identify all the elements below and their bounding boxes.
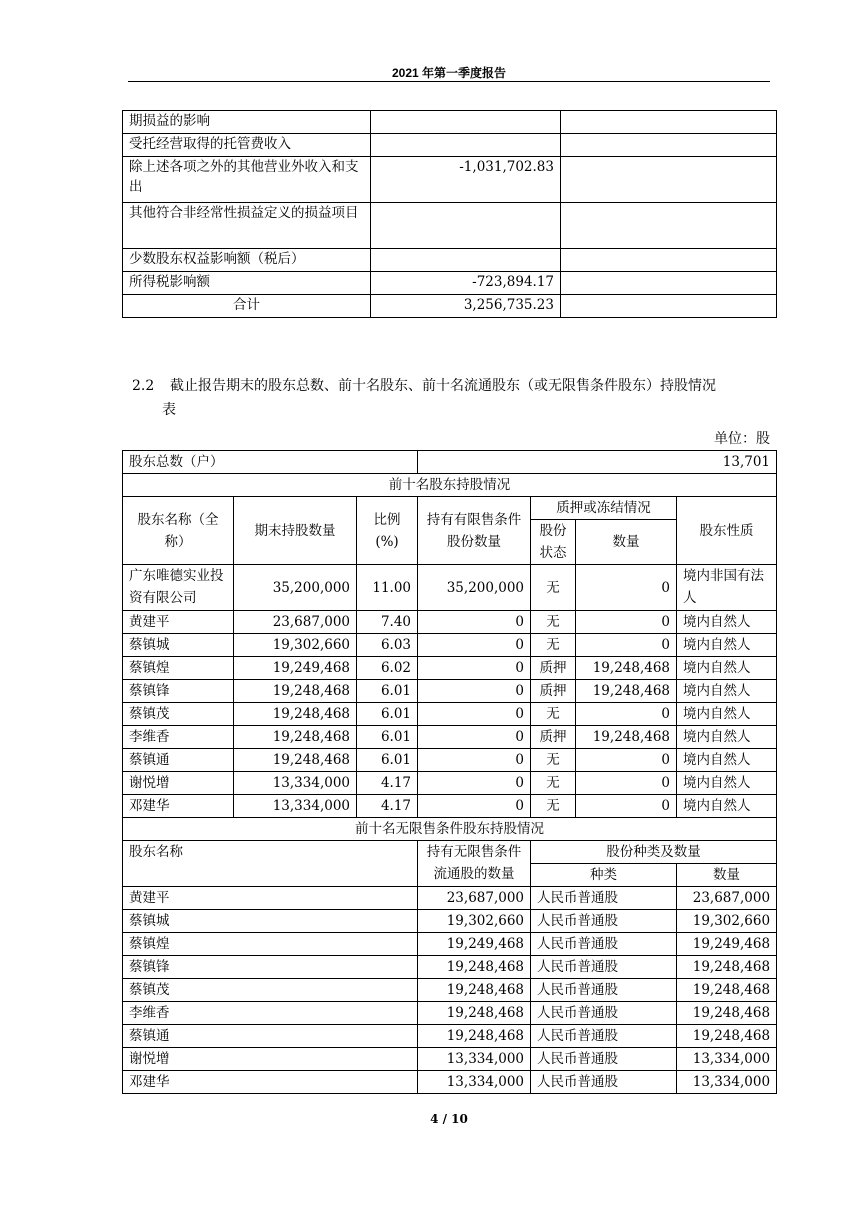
unrestricted-amount: 19,248,468 — [418, 1002, 531, 1025]
pledge-status: 无 — [531, 565, 576, 611]
total-value: 3,256,735.23 — [371, 295, 561, 318]
col-header-ratio: 比例(%) — [357, 497, 418, 565]
pledge-quantity: 19,248,468 — [576, 657, 677, 680]
shareholding-ratio: 6.01 — [357, 749, 418, 772]
restricted-shares: 0 — [418, 611, 531, 634]
section-title-continued: 表 — [162, 402, 176, 418]
share-type: 人民币普通股 — [531, 910, 677, 933]
item-label: 除上述各项之外的其他营业外收入和支出 — [123, 157, 371, 203]
shareholder-name: 蔡镇煌 — [123, 657, 234, 680]
item-label: 其他符合非经常性损益定义的损益项目 — [123, 203, 371, 249]
section-number: 2.2 — [132, 378, 155, 394]
shareholder-nature: 境内自然人 — [677, 772, 777, 795]
unrestricted-amount: 23,687,000 — [418, 887, 531, 910]
shareholder-name: 蔡镇通 — [123, 749, 234, 772]
item-label: 期损益的影响 — [123, 111, 371, 134]
table-row — [123, 134, 777, 157]
shareholder-name: 邓建华 — [123, 1071, 418, 1094]
total-label: 合计 — [123, 295, 371, 318]
shareholder-nature: 境内自然人 — [677, 703, 777, 726]
unrestricted-amount: 19,248,468 — [418, 956, 531, 979]
shareholder-name: 黄建平 — [123, 887, 418, 910]
col-header-restricted: 持有有限售条件股份数量 — [418, 497, 531, 565]
col-header-amount: 期末持股数量 — [234, 497, 357, 565]
share-type: 人民币普通股 — [531, 887, 677, 910]
unrestricted-amount: 19,248,468 — [418, 1025, 531, 1048]
shareholder-name: 黄建平 — [123, 611, 234, 634]
pledge-status: 质押 — [531, 726, 576, 749]
shareholders-table — [122, 450, 777, 1094]
shareholding-ratio: 4.17 — [357, 772, 418, 795]
item-value: -1,031,702.83 — [371, 157, 561, 203]
pledge-quantity: 0 — [576, 772, 677, 795]
pledge-quantity: 0 — [576, 611, 677, 634]
item-label: 少数股东权益影响额（税后） — [123, 249, 371, 272]
shareholder-name: 蔡镇通 — [123, 1025, 418, 1048]
pledge-quantity: 0 — [576, 795, 677, 818]
item-note — [561, 272, 777, 295]
item-note — [561, 157, 777, 203]
shareholder-nature: 境内自然人 — [677, 634, 777, 657]
shareholding-ratio: 6.01 — [357, 680, 418, 703]
shareholder-nature: 境内自然人 — [677, 726, 777, 749]
restricted-shares: 0 — [418, 657, 531, 680]
shareholding-amount: 19,248,468 — [234, 703, 357, 726]
shareholding-ratio: 6.01 — [357, 703, 418, 726]
table-row — [123, 272, 777, 295]
total-note — [561, 295, 777, 318]
header-row — [123, 497, 777, 520]
item-value: -723,894.17 — [371, 272, 561, 295]
restricted-shares: 0 — [418, 772, 531, 795]
shareholder-name: 蔡镇煌 — [123, 933, 418, 956]
shareholding-ratio: 4.17 — [357, 795, 418, 818]
unrestricted-amount: 19,249,468 — [418, 933, 531, 956]
share-type: 人民币普通股 — [531, 933, 677, 956]
table-row — [123, 726, 777, 749]
section-heading — [132, 374, 777, 422]
table-row — [123, 1002, 777, 1025]
pledge-quantity: 0 — [576, 749, 677, 772]
shareholding-ratio: 6.01 — [357, 726, 418, 749]
shareholding-amount: 13,334,000 — [234, 772, 357, 795]
restricted-shares: 0 — [418, 680, 531, 703]
table-row — [123, 203, 777, 249]
table-row — [123, 1048, 777, 1071]
share-quantity: 13,334,000 — [677, 1048, 777, 1071]
pledge-status: 无 — [531, 634, 576, 657]
section-title-row — [123, 474, 777, 497]
table-row — [123, 157, 777, 203]
unrestricted-amount: 19,248,468 — [418, 979, 531, 1002]
table-row — [123, 111, 777, 134]
table-row — [123, 703, 777, 726]
shareholder-name: 蔡镇城 — [123, 634, 234, 657]
pledge-status: 质押 — [531, 680, 576, 703]
share-type: 人民币普通股 — [531, 1002, 677, 1025]
shareholding-amount: 19,302,660 — [234, 634, 357, 657]
shareholder-name: 谢悦增 — [123, 772, 234, 795]
share-quantity: 19,248,468 — [677, 1002, 777, 1025]
unrestricted-amount: 19,302,660 — [418, 910, 531, 933]
restricted-shares: 0 — [418, 726, 531, 749]
table-row — [123, 772, 777, 795]
table-row — [123, 749, 777, 772]
shareholding-amount: 19,248,468 — [234, 680, 357, 703]
pledge-quantity: 0 — [576, 634, 677, 657]
pledge-status: 无 — [531, 772, 576, 795]
restricted-shares: 0 — [418, 703, 531, 726]
share-quantity: 19,248,468 — [677, 979, 777, 1002]
section-title: 截止报告期末的股东总数、前十名股东、前十名流通股东（或无限售条件股东）持股情况 — [170, 378, 716, 394]
item-note — [561, 249, 777, 272]
top10-title: 前十名股东持股情况 — [123, 474, 777, 497]
item-label: 受托经营取得的托管费收入 — [123, 134, 371, 157]
restricted-shares: 0 — [418, 634, 531, 657]
unrestricted-amount: 13,334,000 — [418, 1048, 531, 1071]
item-value — [371, 111, 561, 134]
table-row — [123, 634, 777, 657]
share-quantity: 19,249,468 — [677, 933, 777, 956]
restricted-shares: 35,200,000 — [418, 565, 531, 611]
share-quantity: 19,302,660 — [677, 910, 777, 933]
item-value — [371, 249, 561, 272]
table-row — [123, 956, 777, 979]
shareholder-name: 蔡镇茂 — [123, 979, 418, 1002]
col-header-nature: 股东性质 — [677, 497, 777, 565]
table-row — [123, 979, 777, 1002]
item-value — [371, 203, 561, 249]
header-divider — [128, 81, 770, 82]
header-row — [123, 841, 777, 864]
pledge-quantity: 0 — [576, 565, 677, 611]
pledge-status: 无 — [531, 749, 576, 772]
share-type: 人民币普通股 — [531, 1071, 677, 1094]
col-header-name: 股东名称（全称） — [123, 497, 234, 565]
shareholder-name: 邓建华 — [123, 795, 234, 818]
share-type: 人民币普通股 — [531, 1025, 677, 1048]
item-note — [561, 134, 777, 157]
pledge-status: 无 — [531, 703, 576, 726]
pledge-status: 质押 — [531, 657, 576, 680]
shareholder-nature: 境内自然人 — [677, 680, 777, 703]
col-header-type: 种类 — [531, 864, 677, 887]
item-label: 所得税影响额 — [123, 272, 371, 295]
shareholding-ratio: 11.00 — [357, 565, 418, 611]
shareholding-ratio: 6.03 — [357, 634, 418, 657]
shareholding-amount: 35,200,000 — [234, 565, 357, 611]
table-row — [123, 249, 777, 272]
share-quantity: 13,334,000 — [677, 1071, 777, 1094]
shareholder-name: 蔡镇城 — [123, 910, 418, 933]
col-header-pledge-status: 股份状态 — [531, 520, 576, 565]
shareholder-name: 谢悦增 — [123, 1048, 418, 1071]
total-row — [123, 295, 777, 318]
table-row — [123, 910, 777, 933]
table-row — [123, 933, 777, 956]
col-header-type-group: 股份种类及数量 — [531, 841, 777, 864]
total-shareholders-row — [123, 451, 777, 474]
total-shareholders-label: 股东总数（户） — [123, 451, 418, 474]
item-value — [371, 134, 561, 157]
shareholder-name: 蔡镇锋 — [123, 956, 418, 979]
share-type: 人民币普通股 — [531, 956, 677, 979]
unit-label: 单位：股 — [714, 431, 770, 447]
shareholding-ratio: 7.40 — [357, 611, 418, 634]
shareholder-nature: 境内自然人 — [677, 749, 777, 772]
share-quantity: 23,687,000 — [677, 887, 777, 910]
col-header-pledge-qty: 数量 — [576, 520, 677, 565]
shareholder-name: 李维香 — [123, 726, 234, 749]
section-title-row — [123, 818, 777, 841]
shareholding-amount: 19,248,468 — [234, 749, 357, 772]
col-header-name: 股东名称 — [123, 841, 418, 887]
table-row — [123, 795, 777, 818]
pledge-quantity: 19,248,468 — [576, 726, 677, 749]
col-header-pledge-group: 质押或冻结情况 — [531, 497, 677, 520]
shareholding-amount: 13,334,000 — [234, 795, 357, 818]
pledge-quantity: 19,248,468 — [576, 680, 677, 703]
non-recurring-items-table — [122, 110, 777, 318]
table-row — [123, 1025, 777, 1048]
share-quantity: 19,248,468 — [677, 1025, 777, 1048]
col-header-unrestricted-amount: 持有无限售条件流通股的数量 — [418, 841, 531, 887]
table-row — [123, 680, 777, 703]
item-note — [561, 203, 777, 249]
table-row — [123, 565, 777, 611]
shareholder-name: 李维香 — [123, 1002, 418, 1025]
shareholding-amount: 19,249,468 — [234, 657, 357, 680]
table-row — [123, 887, 777, 910]
shareholder-nature: 境内自然人 — [677, 611, 777, 634]
col-header-qty: 数量 — [677, 864, 777, 887]
restricted-shares: 0 — [418, 795, 531, 818]
share-type: 人民币普通股 — [531, 1048, 677, 1071]
unrestricted-amount: 13,334,000 — [418, 1071, 531, 1094]
page-number: 4 / 10 — [430, 1112, 468, 1126]
pledge-status: 无 — [531, 795, 576, 818]
item-note — [561, 111, 777, 134]
shareholder-nature: 境内非国有法人 — [677, 565, 777, 611]
table-row — [123, 657, 777, 680]
shareholding-amount: 19,248,468 — [234, 726, 357, 749]
table-row — [123, 1071, 777, 1094]
unrestricted-title: 前十名无限售条件股东持股情况 — [123, 818, 777, 841]
pledge-status: 无 — [531, 611, 576, 634]
pledge-quantity: 0 — [576, 703, 677, 726]
restricted-shares: 0 — [418, 749, 531, 772]
shareholder-name: 蔡镇茂 — [123, 703, 234, 726]
shareholder-name: 广东唯德实业投资有限公司 — [123, 565, 234, 611]
page-header-title: 2021 年第一季度报告 — [391, 66, 507, 80]
shareholder-name: 蔡镇锋 — [123, 680, 234, 703]
shareholder-nature: 境内自然人 — [677, 657, 777, 680]
share-quantity: 19,248,468 — [677, 956, 777, 979]
shareholder-nature: 境内自然人 — [677, 795, 777, 818]
total-shareholders-value: 13,701 — [418, 451, 777, 474]
shareholding-amount: 23,687,000 — [234, 611, 357, 634]
table-row — [123, 611, 777, 634]
shareholding-ratio: 6.02 — [357, 657, 418, 680]
share-type: 人民币普通股 — [531, 979, 677, 1002]
